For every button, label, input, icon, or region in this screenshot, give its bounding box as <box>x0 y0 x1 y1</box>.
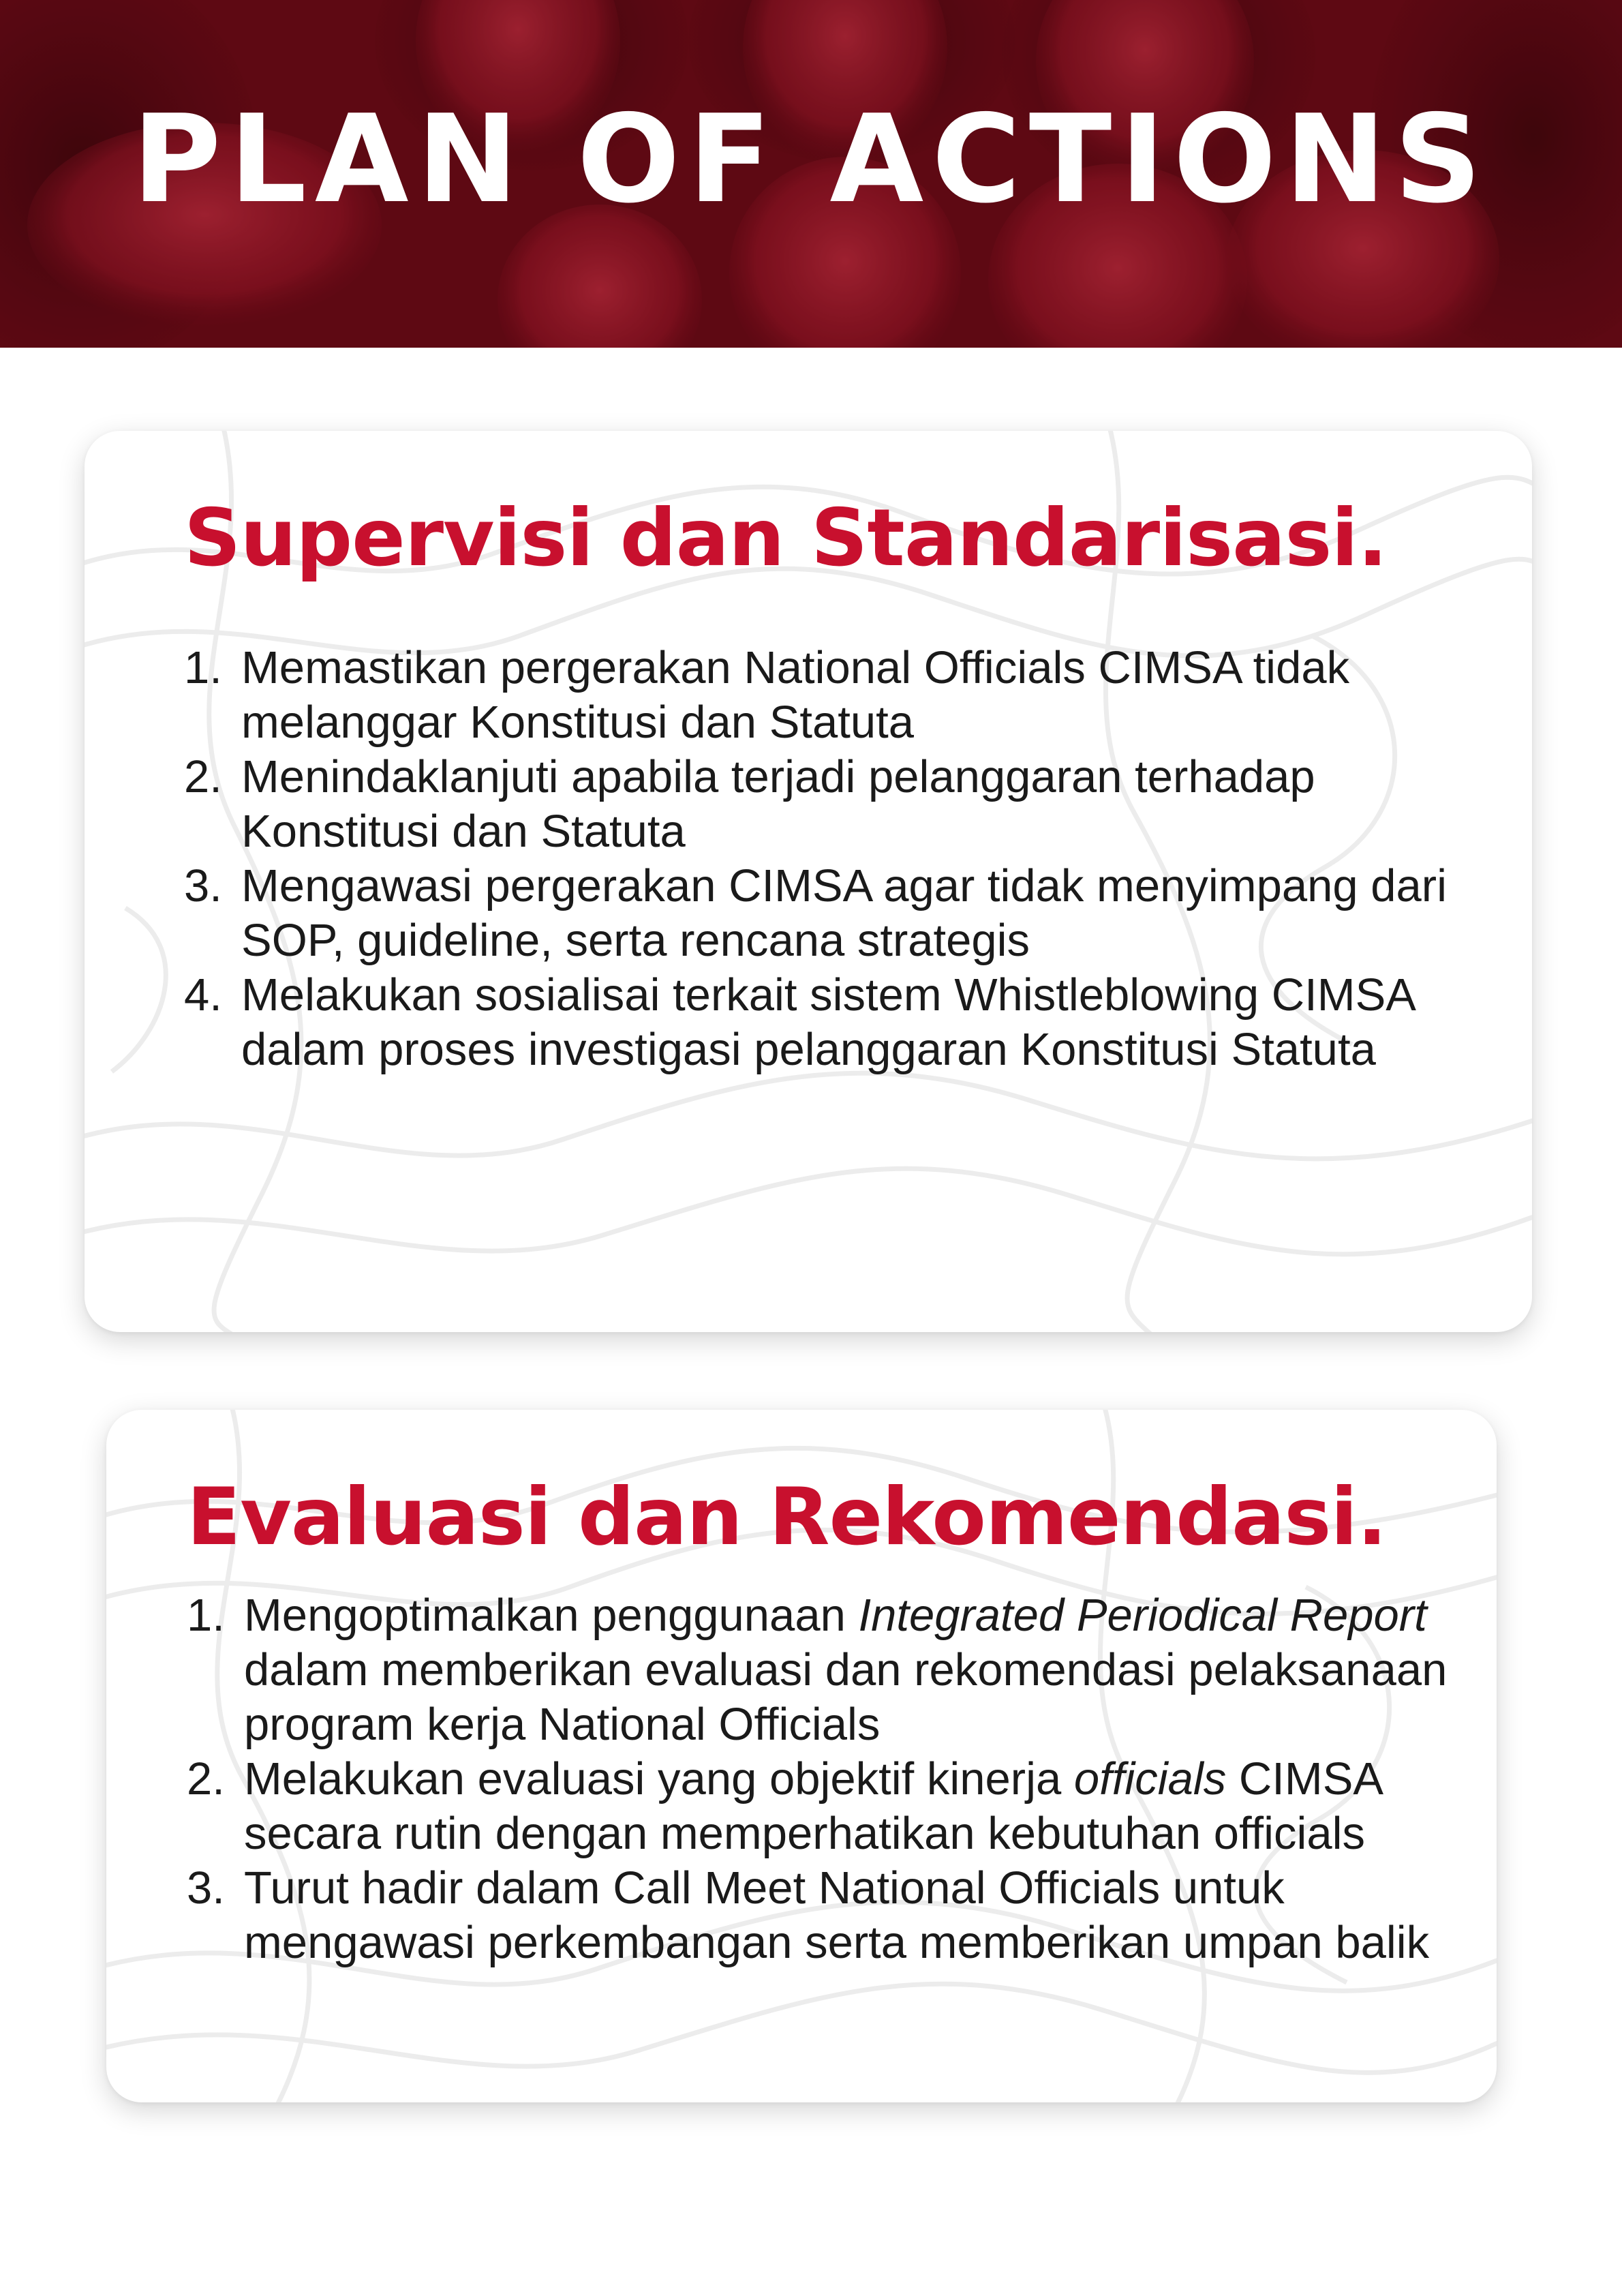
item-number: 4. <box>184 969 222 1021</box>
item-text: Menindaklanjuti apabila terjadi pelanggaran terhadap Konstitusi dan Statuta <box>241 751 1315 857</box>
list-item <box>184 750 1493 859</box>
list-item <box>184 641 1493 750</box>
action-list <box>187 1588 1468 1970</box>
item-text-part: Mengoptimalkan penggunaan <box>244 1590 859 1641</box>
section-title: Supervisi dan Standarisasi. <box>184 492 1388 584</box>
item-text-italic: Integrated Periodical Report <box>858 1590 1427 1641</box>
item-text-part: Melakukan evaluasi yang objektif kinerja <box>244 1753 1074 1804</box>
section-title: Evaluasi dan Rekomendasi. <box>187 1471 1387 1563</box>
item-number: 3. <box>184 860 222 911</box>
item-text <box>244 1588 1468 1752</box>
list-item <box>187 1861 1468 1970</box>
list-item <box>184 968 1493 1077</box>
action-list <box>184 641 1493 1077</box>
item-text-part: CIMSA secara rutin dengan memperhatikan kebutuhan officials <box>244 1753 1381 1859</box>
item-number: 1. <box>187 1590 225 1641</box>
header-banner <box>0 0 1622 348</box>
item-number: 2. <box>184 751 222 802</box>
list-item <box>184 859 1493 968</box>
section-card-supervisi <box>85 431 1532 1332</box>
item-text: Melakukan sosialisai terkait sistem Whistleblowing CIMSA dalam proses investigasi pelanggaran Konstitusi Statuta <box>241 969 1414 1075</box>
section-card-evaluasi <box>106 1410 1497 2102</box>
item-text: Turut hadir dalam Call Meet National Officials untuk mengawasi perkembangan serta memberikan umpan balik <box>244 1862 1430 1968</box>
page-title: PLAN OF ACTIONS <box>132 89 1490 230</box>
item-text: Memastikan pergerakan National Officials CIMSA tidak melanggar Konstitusi dan Statuta <box>241 642 1350 748</box>
item-number: 1. <box>184 642 222 693</box>
item-text: Mengawasi pergerakan CIMSA agar tidak menyimpang dari SOP, guideline, serta rencana strategis <box>241 860 1447 966</box>
item-text-italic: officials <box>1073 1753 1227 1804</box>
item-number: 3. <box>187 1862 225 1914</box>
item-text <box>244 1752 1468 1861</box>
item-text-part: dalam memberikan evaluasi dan rekomendasi pelaksanaan program kerja National Officials <box>244 1644 1448 1750</box>
list-item <box>187 1588 1468 1752</box>
list-item <box>187 1752 1468 1861</box>
item-number: 2. <box>187 1753 225 1804</box>
